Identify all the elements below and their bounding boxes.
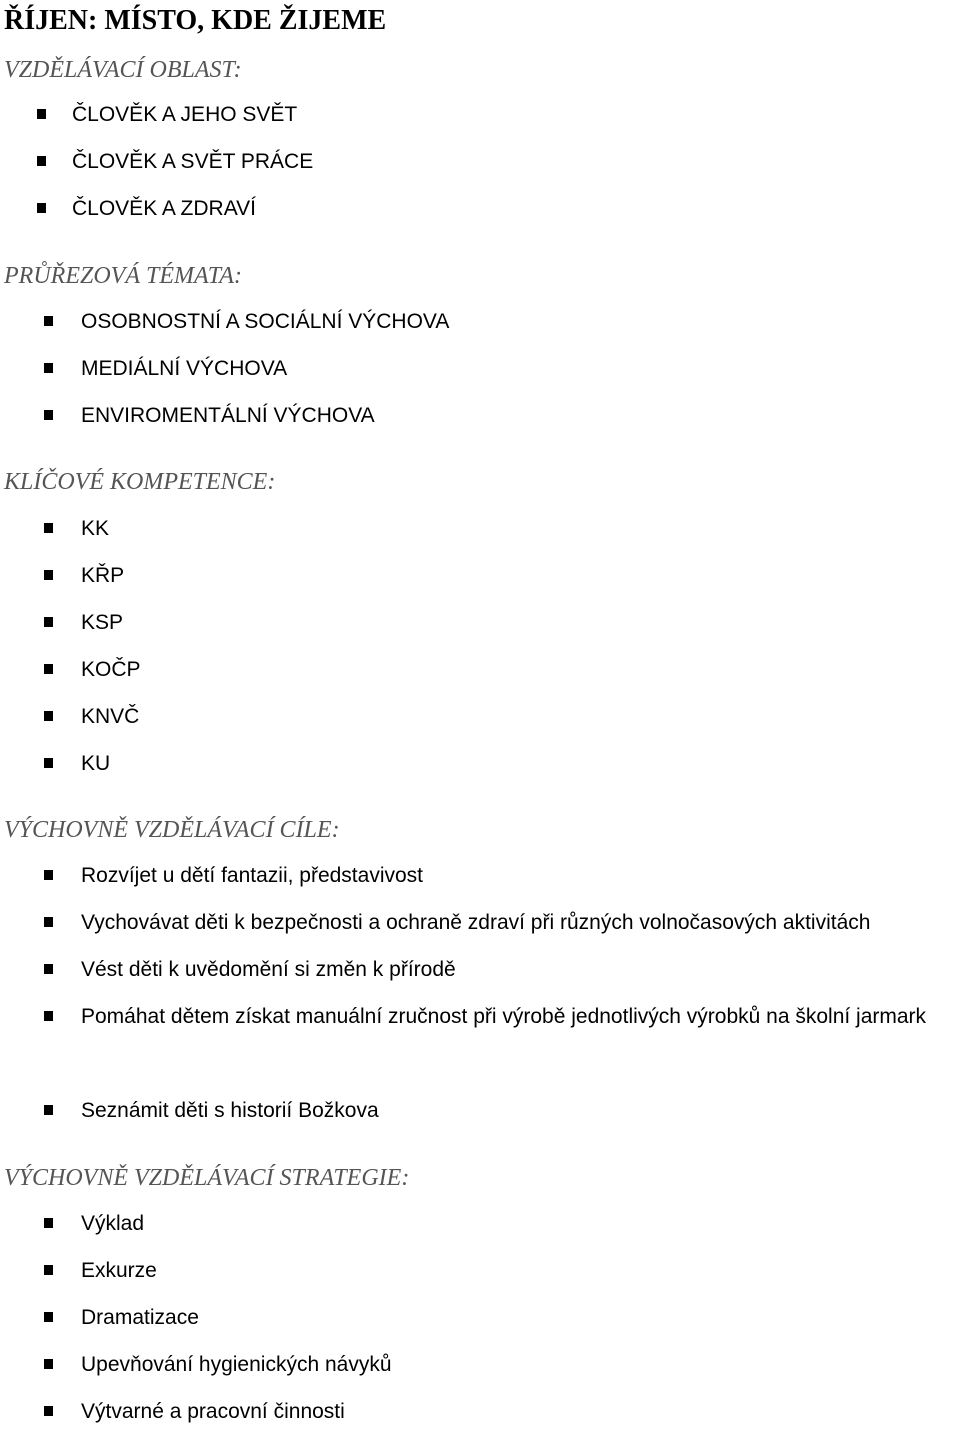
section-heading-prurezova-temata: PRŮŘEZOVÁ TÉMATA: [4, 263, 242, 289]
square-bullet-icon [37, 109, 46, 119]
square-bullet-icon [44, 1011, 53, 1021]
square-bullet-icon [44, 711, 53, 721]
square-bullet-icon [44, 617, 53, 627]
section-heading-klicove-kompetence: KLÍČOVÉ KOMPETENCE: [4, 469, 276, 495]
square-bullet-icon [44, 964, 53, 974]
square-bullet-icon [44, 1218, 53, 1228]
square-bullet-icon [44, 917, 53, 927]
square-bullet-icon [44, 664, 53, 674]
square-bullet-icon [44, 758, 53, 768]
document-page: ŘÍJEN: MÍSTO, KDE ŽIJEME VZDĚLÁVACÍ OBLAST: ČLOVĚK A JEHO SVĚT ČLOVĚK A SVĚT PRÁCE ČLOVĚK A ZDRAVÍ PRŮŘEZOVÁ TÉMATA: OSOBNOSTNÍ A SOCIÁLNÍ VÝCHOVA MEDIÁLNÍ VÝCHOVA ENVIROMENTÁLNÍ VÝCHOVA KLÍČOVÉ KOMPETENCE: KK KŘP KSP KOČP KNVČ KU VÝCHOVNĚ VZDĚLÁVACÍ CÍLE: Rozvíjet u dětí fantazii, představivost Vychovávat děti k bezpečnosti a ochraně zdraví při různých volnočasových aktivitách Vést děti k uvědomění si změn k přírodě Pomáhat dětem získat manuální zručnost při výrobě jednotlivých výrobků na školní jarmark Seznámit děti s historií Božkova VÝCHOVNĚ VZDĚLÁVACÍ STRATEGIE: Výklad Exkurze Dramatizace Upevňování hygienických návyků Výtvarné a pracovní činnosti [4, 5, 927, 1423]
square-bullet-icon [44, 870, 53, 880]
document-title: ŘÍJEN: MÍSTO, KDE ŽIJEME [4, 5, 387, 36]
section-heading-vychovne-vzdelavaci-strategie: VÝCHOVNĚ VZDĚLÁVACÍ STRATEGIE: [4, 1165, 410, 1191]
square-bullet-icon [44, 523, 53, 533]
square-bullet-icon [44, 1265, 53, 1275]
square-bullet-icon [44, 1312, 53, 1322]
section-heading-vzdelavaci-oblast: VZDĚLÁVACÍ OBLAST: [4, 57, 242, 83]
square-bullet-icon [37, 156, 46, 166]
square-bullet-icon [44, 410, 53, 420]
square-bullet-icon [44, 316, 53, 326]
square-bullet-icon [44, 570, 53, 580]
square-bullet-icon [37, 203, 46, 213]
square-bullet-icon [44, 1406, 53, 1416]
square-bullet-icon [44, 363, 53, 373]
section-heading-vychovne-vzdelavaci-cile: VÝCHOVNĚ VZDĚLÁVACÍ CÍLE: [4, 817, 340, 843]
square-bullet-icon [44, 1105, 53, 1115]
square-bullet-icon [44, 1359, 53, 1369]
